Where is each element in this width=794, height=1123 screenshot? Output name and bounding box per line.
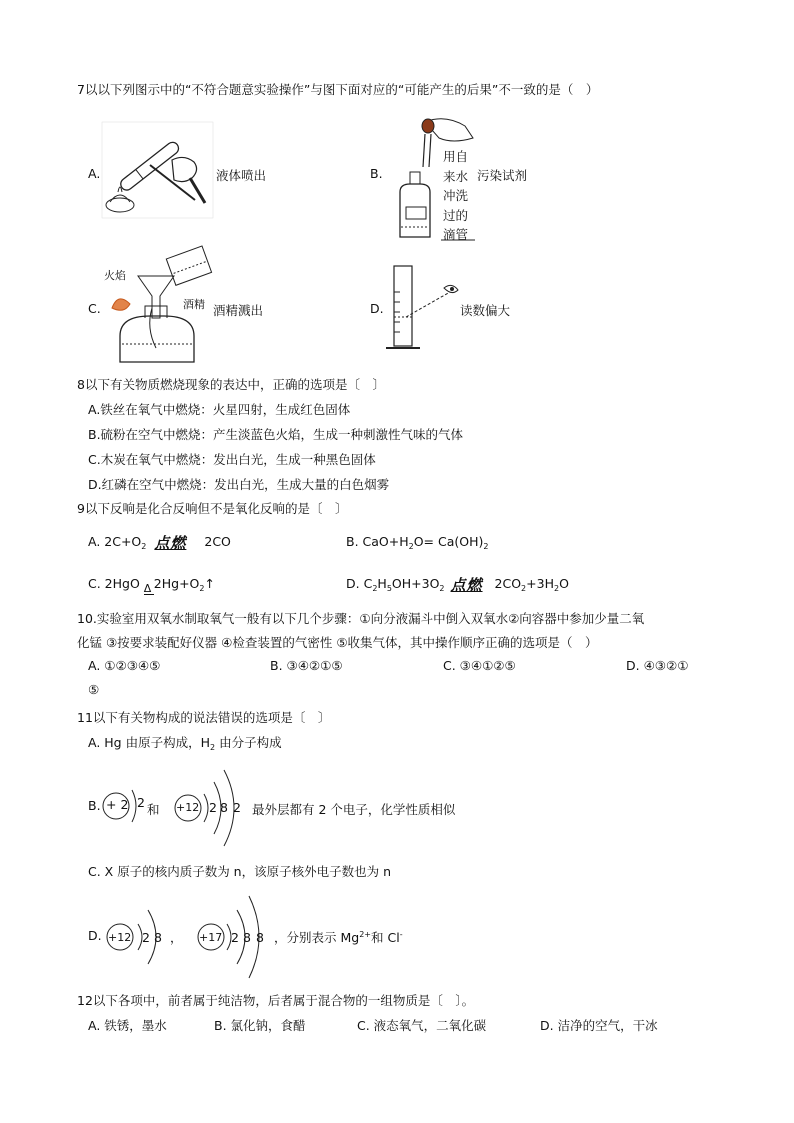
q11-d-text — [274, 928, 403, 946]
q10-option-a: A. ①②③④⑤ — [88, 658, 161, 673]
mg-charge: 2+ — [359, 930, 371, 939]
q9-d-s5: 2 — [553, 584, 560, 593]
q9-a-post: 2CO — [204, 534, 231, 549]
mg-shell-2: 8 — [220, 800, 228, 815]
q11-d-label: D. — [88, 928, 102, 943]
q11-a-post: 由分子构成 — [215, 735, 282, 750]
q9-option-d — [346, 576, 569, 593]
q9-d-s3: 2 — [439, 584, 445, 593]
q7-stem: 7以以下列图示中的“不符合题意实验操作”与图下面对应的“可能产生的后果”不一致的是（ ） — [77, 82, 599, 97]
q9-d-s4: 2 — [521, 584, 527, 593]
q7-b-text: 污染试剂 — [477, 168, 528, 183]
q7-a-text: 液体喷出 — [216, 168, 267, 183]
gas-arrow: ↑ — [204, 576, 215, 591]
q10-option-c: C. ③④①②⑤ — [443, 658, 516, 673]
mg-shell-1: 2 — [209, 800, 217, 815]
q9-d-s2: 5 — [386, 584, 392, 593]
q10-line2: 化锰 ③按要求装配好仪器 ④检查装置的气密性 ⑤收集气体，其中操作顺序正确的选项是（ ） — [77, 635, 598, 650]
he-nucleus: + 2 — [106, 797, 129, 812]
q8-stem: 8以下有关物质燃烧现象的表达中，正确的选项是〔 〕 — [77, 377, 385, 392]
caption-line: 滴管 — [443, 227, 469, 242]
q10-option-d: D. ④③②① — [626, 658, 689, 673]
q9-c-mid: 2Hg+O — [153, 576, 200, 591]
q8-option-b: B.硫粉在空气中燃烧：产生淡蓝色火焰，生成一种刺激性气味的气体 — [88, 427, 464, 442]
caption-line: 用自 — [443, 149, 469, 164]
q9-option-a — [88, 534, 231, 551]
he-electron-count: 2 — [137, 795, 145, 810]
caption-line: 冲洗 — [443, 188, 469, 203]
ignite-condition: 点燃 — [450, 576, 483, 594]
mg-shell-3: 2 — [233, 800, 241, 815]
q11-b-text: 最外层都有 2 个电子，化学性质相似 — [252, 802, 456, 817]
q7-d-text: 读数偏大 — [460, 303, 511, 318]
q11-b-and: 和 — [147, 802, 160, 817]
q9-a-pre: A. 2C+O — [88, 534, 142, 549]
q11-d-text-pre: ，分别表示 Mg — [274, 930, 360, 945]
q7-c-flame: 火焰 — [104, 269, 126, 282]
heat-symbol: Δ — [143, 582, 152, 595]
q9-b-sub1: 2 — [408, 542, 414, 551]
q12-option-c: C. 液态氧气，二氧化碳 — [357, 1018, 487, 1033]
mg-nucleus: +12 — [176, 801, 200, 814]
cl-ion-nucleus: +17 — [199, 931, 223, 944]
q11-option-c: C. X 原子的核内质子数为 n，该原子核外电子数也为 n — [88, 864, 392, 879]
q11-b-label: B. — [88, 798, 101, 813]
q11-stem: 11以下有关物构成的说法错误的选项是〔 〕 — [77, 710, 331, 725]
q12-option-a: A. 铁锈，墨水 — [88, 1018, 167, 1033]
q9-c-sub: 2 — [199, 584, 205, 593]
q9-d-s1: 2 — [372, 584, 378, 593]
q7-c-label: C. — [88, 301, 101, 316]
test-tube-heating-figure — [100, 120, 215, 220]
q10-option-b: B. ③④②①⑤ — [270, 658, 343, 673]
q7-b-label: B. — [370, 166, 383, 181]
q9-d-o: O — [559, 576, 569, 591]
q9-stem: 9以下反响是化合反响但不是氧化反响的是〔 〕 — [77, 501, 348, 516]
q9-d-oh: OH+3O — [391, 576, 440, 591]
q10-line1: 10.实验室用双氧水制取氧气一般有以下几个步骤：①向分液漏斗中倒入双氧水②向容器中参加少量二氧 — [77, 611, 645, 626]
q8-option-c: C.木炭在氧气中燃烧：发出白光，生成一种黑色固体 — [88, 452, 376, 467]
q9-d-h: H — [377, 576, 387, 591]
caption-line: 过的 — [443, 207, 469, 223]
q9-d-pre: D. C — [346, 576, 373, 591]
mg-ion-shell-2: 8 — [154, 930, 162, 945]
mg-ion-nucleus: +12 — [108, 931, 132, 944]
q11-option-a — [88, 733, 282, 752]
q8-option-d: D.红磷在空气中燃烧：发出白光，生成大量的白色烟雾 — [88, 477, 390, 492]
q7-d-label: D. — [370, 301, 384, 316]
q9-c-pre: C. 2HgO — [88, 576, 144, 591]
cl-ion-shell-3: 8 — [256, 930, 264, 945]
caption-line: 来水 — [443, 168, 469, 184]
q12-option-d: D. 洁净的空气，干冰 — [540, 1018, 658, 1033]
cl-ion-shell-1: 2 — [231, 930, 239, 945]
q11-a-pre: A. Hg 由原子构成，H — [88, 735, 210, 750]
q9-option-b — [346, 534, 488, 551]
q9-d-co: 2CO — [494, 576, 522, 591]
q11-a-sub: 2 — [210, 743, 216, 752]
q7-a-label: A. — [88, 166, 101, 181]
cl-charge: - — [399, 930, 403, 939]
q9-option-c — [88, 576, 215, 593]
q11-d-text-mid: 和 Cl — [371, 930, 400, 945]
q9-b-mid: O= Ca(OH) — [413, 534, 484, 549]
ignite-condition: 点燃 — [154, 534, 187, 552]
q12-stem: 12以下各项中，前者属于纯洁物，后者属于混合物的一组物质是〔 〕。 — [77, 993, 475, 1008]
q11-d-comma: ， — [170, 930, 183, 945]
q7-c-alcohol: 酒精 — [183, 298, 205, 311]
cl-ion-shell-2: 8 — [243, 930, 251, 945]
q7-b-caption — [443, 147, 468, 245]
q9-b-pre: B. CaO+H — [346, 534, 409, 549]
q7-c-text: 酒精溅出 — [213, 303, 264, 318]
q9-d-h2: +3H — [526, 576, 554, 591]
q8-option-a: A.铁丝在氧气中燃烧：火星四射，生成红色固体 — [88, 402, 351, 417]
mg-ion-shell-1: 2 — [142, 930, 150, 945]
q9-b-sub2: 2 — [483, 542, 489, 551]
q9-a-sub: 2 — [141, 542, 147, 551]
q12-option-b: B. 氯化钠，食醋 — [214, 1018, 306, 1033]
q10-option-d-wrap: ⑤ — [88, 682, 100, 697]
graduated-cylinder-figure — [382, 262, 462, 354]
